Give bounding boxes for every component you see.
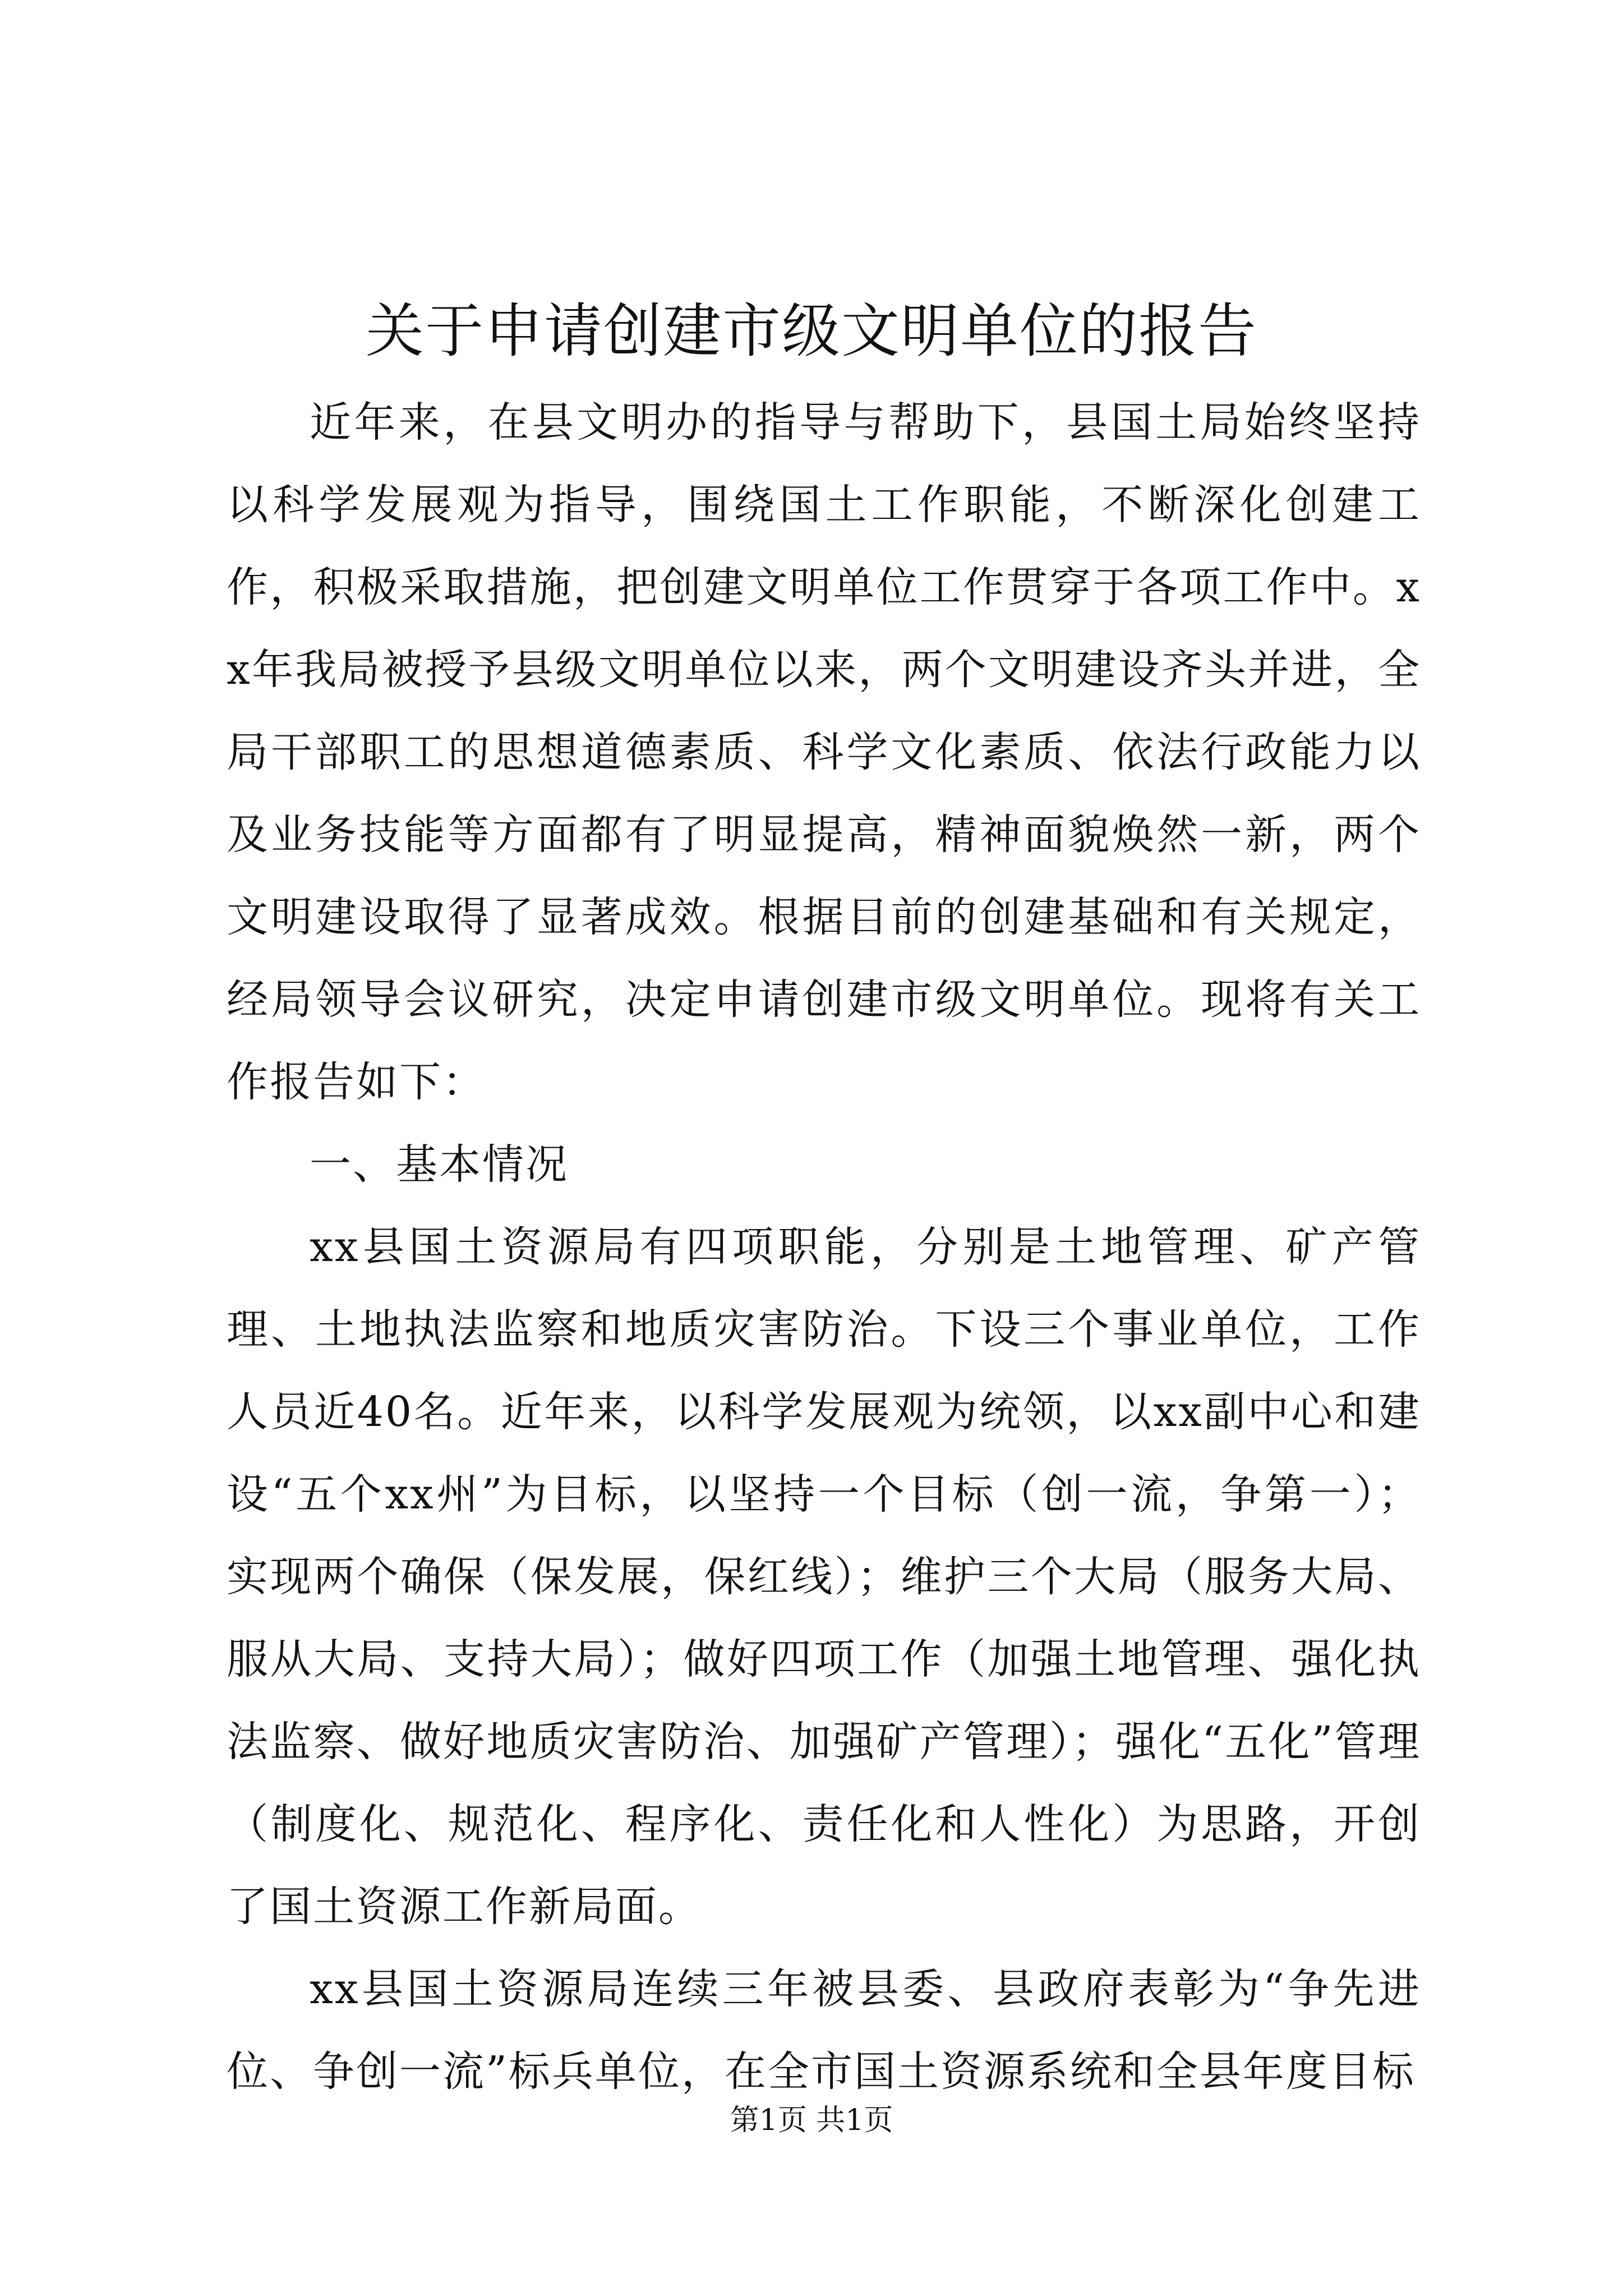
paragraph-intro: 近年来，在县文明办的指导与帮助下，县国土局始终坚持以科学发展观为指导，围绕国土工作职能，不断深化创建工作，积极采取措施，把创建文明单位工作贯穿于各项工作中。xx年我局被授予县级文明单位以来，两个文明建设齐头并进，全局干部职工的思想道德素质、科学文化素质、依法行政能力以及业务技能等方面都有了明显提高，精神面貌焕然一新，两个文明建设取得了显著成效。根据目前的创建基础和有关规定，经局领导会议研究，决定申请创建市级文明单位。现将有关工作报告如下： [227, 398, 1421, 1106]
paragraph-bureau-functions: xx县国土资源局有四项职能，分别是土地管理、矿产管理、土地执法监察和地质灾害防治。下设三个事业单位，工作人员近40名。近年来，以科学发展观为统领，以xx副中心和建设“五个xx州”为目标，以坚持一个目标（创一流，争第一）；实现两个确保（保发展，保红线）；维护三个大局（服务大局、服从大局、支持大局）；做好四项工作（加强土地管理、强化执法监察、做好地质灾害防治、加强矿产管理）；强化“五化”管理（制度化、规范化、程序化、责任化和人性化）为思路，开创了国土资源工作新局面。 [227, 1223, 1421, 1931]
paragraph-honors: xx县国土资源局连续三年被县委、县政府表彰为“争先进位、争创一流”标兵单位，在全市国土资源系统和全县年度目标 [227, 1965, 1421, 2096]
document-body [227, 381, 1421, 2113]
section-heading-basic-situation: 一、基本情况 [310, 1140, 569, 1189]
document-title: 关于申请创建市级文明单位的报告 [365, 297, 1257, 365]
page-footer: 第1页 共1页 [730, 2104, 893, 2137]
